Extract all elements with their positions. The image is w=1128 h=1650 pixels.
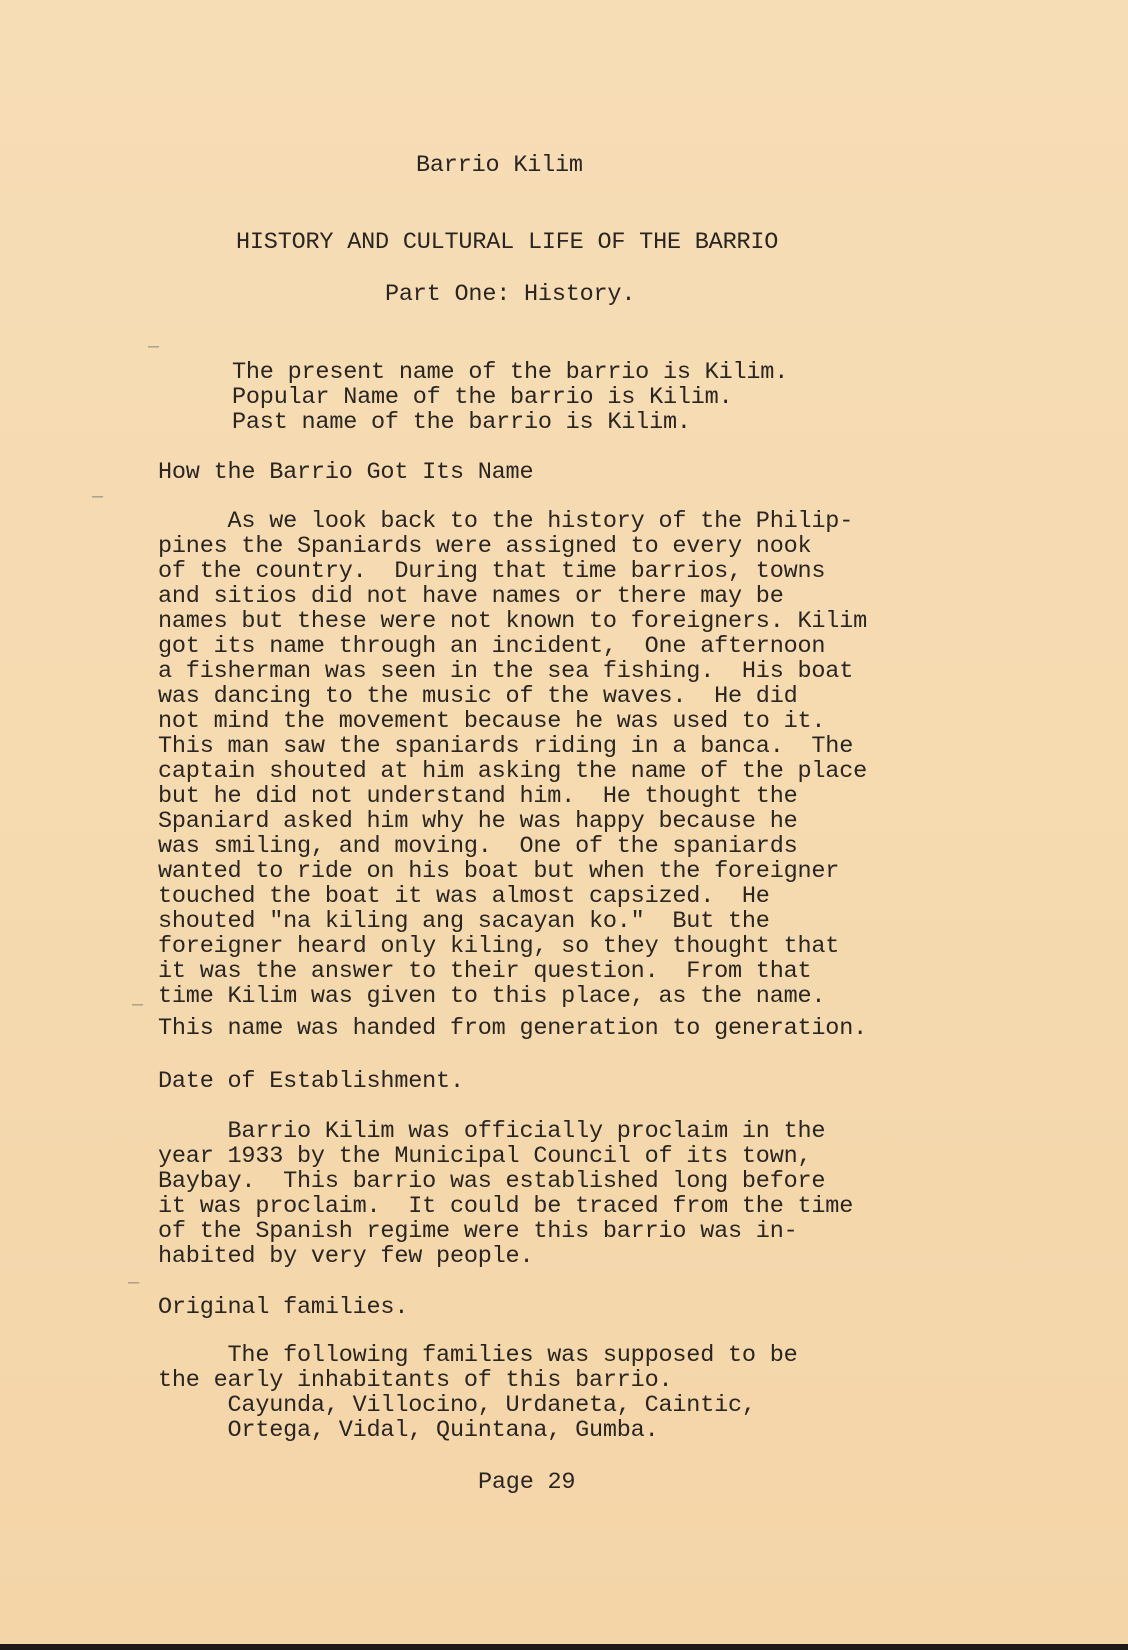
margin-mark: – (92, 485, 104, 507)
paragraph-line: wanted to ride on his boat but when the foreigner (158, 858, 840, 885)
scanner-edge (0, 1644, 1128, 1650)
page-number: Page 29 (478, 1469, 576, 1496)
paragraph-line: touched the boat it was almost capsized. He (158, 883, 770, 910)
paragraph-line: got its name through an incident, One afternoon (158, 633, 826, 660)
paragraph-line: This name was handed from generation to generation. (158, 1015, 868, 1042)
paragraph-line: The following families was supposed to be (158, 1342, 798, 1369)
paragraph-line: As we look back to the history of the Philip- (158, 508, 854, 535)
paragraph-line: time Kilim was given to this place, as the name. (158, 983, 826, 1010)
margin-mark: – (128, 1271, 140, 1293)
present-name-line: The present name of the barrio is Kilim. (232, 359, 789, 386)
paragraph-line: but he did not understand him. He thought the (158, 783, 798, 810)
paragraph-line: Cayunda, Villocino, Urdaneta, Caintic, (158, 1392, 756, 1419)
paragraph-line: a fisherman was seen in the sea fishing. His boat (158, 658, 854, 685)
paragraph-line: Baybay. This barrio was established long before (158, 1168, 826, 1195)
paragraph-line: shouted "na kiling ang sacayan ko." But the (158, 908, 770, 935)
paragraph-line: it was the answer to their question. From that (158, 958, 812, 985)
past-name-line: Past name of the barrio is Kilim. (232, 409, 691, 436)
paragraph-line: of the Spanish regime were this barrio was in- (158, 1218, 798, 1245)
paragraph-line: Ortega, Vidal, Quintana, Gumba. (158, 1417, 659, 1444)
paragraph-line: Spaniard asked him why he was happy because he (158, 808, 798, 835)
paragraph-line: This man saw the spaniards riding in a banca. The (158, 733, 854, 760)
paragraph-line: captain shouted at him asking the name of the place (158, 758, 868, 785)
part-heading: Part One: History. (385, 281, 636, 308)
paragraph-line: was smiling, and moving. One of the spaniards (158, 833, 798, 860)
paragraph-line: of the country. During that time barrios, towns (158, 558, 826, 585)
margin-mark: – (148, 335, 160, 357)
paragraph-line: it was proclaim. It could be traced from the time (158, 1193, 854, 1220)
paragraph-line: habited by very few people. (158, 1243, 534, 1270)
paragraph-line: was dancing to the music of the waves. He did (158, 683, 798, 710)
paragraph-line: names but these were not known to foreigners. Kilim (158, 608, 868, 635)
history-heading: HISTORY AND CULTURAL LIFE OF THE BARRIO (236, 229, 779, 256)
paragraph-line: the early inhabitants of this barrio. (158, 1367, 673, 1394)
section-heading-date: Date of Establishment. (158, 1068, 464, 1095)
barrio-title: Barrio Kilim (416, 152, 583, 179)
section-heading-families: Original families. (158, 1294, 409, 1321)
paragraph-line: pines the Spaniards were assigned to every nook (158, 533, 812, 560)
section-heading-name: How the Barrio Got Its Name (158, 459, 534, 486)
paragraph-line: Barrio Kilim was officially proclaim in the (158, 1118, 826, 1145)
paragraph-line: not mind the movement because he was used to it. (158, 708, 826, 735)
margin-mark: – (132, 993, 144, 1015)
paragraph-line: year 1933 by the Municipal Council of its town, (158, 1143, 812, 1170)
paragraph-line: and sitios did not have names or there may be (158, 583, 784, 610)
popular-name-line: Popular Name of the barrio is Kilim. (232, 384, 733, 411)
paragraph-line: foreigner heard only kiling, so they thought that (158, 933, 840, 960)
